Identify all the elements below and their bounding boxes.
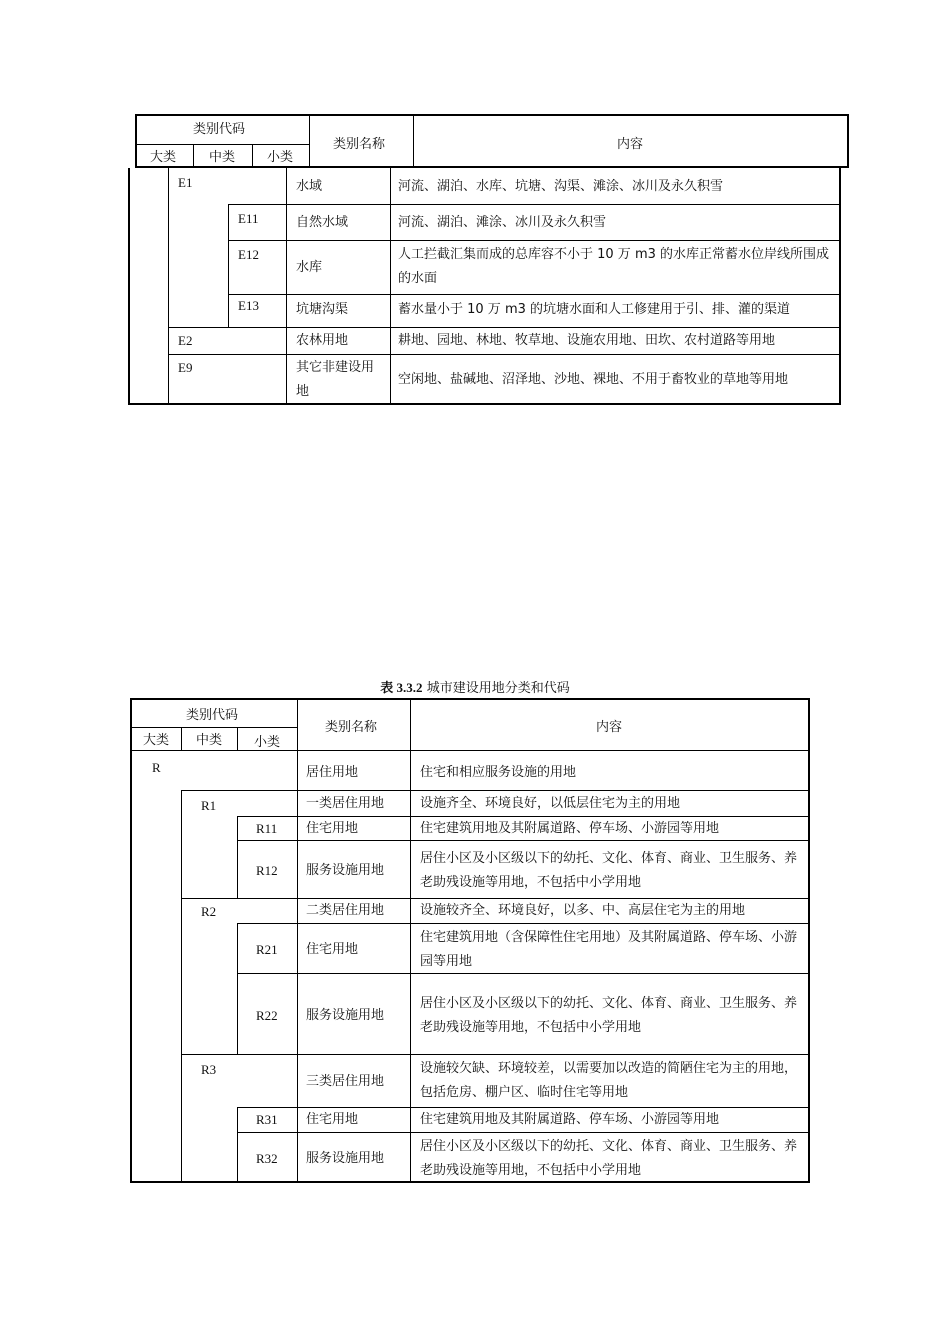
table-row-content: 住宅建筑用地及其附属道路、停车场、小游园等用地 — [420, 821, 720, 836]
table-row-name: 住宅用地 — [306, 942, 359, 957]
table-row-name: 住宅用地 — [306, 821, 359, 836]
table-row-content: 居住小区及小区级以下的幼托、文化、体育、商业、卫生服务、养老助残设施等用地，不包括中小学用地 — [420, 851, 798, 890]
table1-col-divider — [168, 168, 169, 404]
table-row-name: 服务设施用地 — [306, 1151, 385, 1166]
header-category-name: 类别名称 — [325, 720, 378, 735]
table-row-content: 空闲地、盐碱地、沼泽地、沙地、裸地、不用于畜牧业的草地等用地 — [398, 372, 789, 387]
table-row-content: 住宅建筑用地及其附属道路、停车场、小游园等用地 — [420, 1112, 720, 1127]
table2-col-divider — [237, 923, 238, 1054]
table-row-content: 人工拦截汇集而成的总库容不小于 10 万 m3 的水库正常蓄水位岸线所围成的水面 — [398, 247, 830, 286]
table-row-name: 二类居住用地 — [306, 903, 385, 918]
table-row-name: 水域 — [296, 179, 323, 194]
table2-header-divider — [181, 727, 182, 751]
table2-row-divider — [181, 1054, 809, 1055]
table-row-code: R2 — [201, 904, 217, 919]
header-medium: 中类 — [196, 733, 223, 748]
table1-row-divider — [168, 327, 840, 328]
table2-col-divider — [181, 790, 182, 1182]
table-row-code: R12 — [256, 863, 278, 878]
table2-caption — [0, 679, 950, 698]
table-row-code: R1 — [201, 798, 217, 813]
table-row-content: 河流、湖泊、滩涂、冰川及永久积雪 — [398, 215, 607, 230]
table-row-code: R3 — [201, 1062, 217, 1077]
table1-header-divider — [135, 144, 309, 145]
table2-col-divider — [237, 1107, 238, 1182]
table2-header-bottom — [130, 750, 809, 751]
table2-row-divider — [237, 923, 809, 924]
table-row-content: 设施较欠缺、环境较差，以需要加以改造的简陋住宅为主的用地，包括危房、棚户区、临时住宅等用地 — [420, 1061, 798, 1100]
header-major: 大类 — [150, 150, 177, 165]
header-major: 大类 — [143, 733, 170, 748]
table-row-content: 住宅建筑用地（含保障性住宅用地）及其附属道路、停车场、小游园等用地 — [420, 930, 798, 969]
table-row-name: 居住用地 — [306, 765, 359, 780]
table-row-content: 河流、湖泊、水库、坑塘、沟渠、滩涂、冰川及永久积雪 — [398, 179, 724, 194]
table-row-content: 居住小区及小区级以下的幼托、文化、体育、商业、卫生服务、养老助残设施等用地，不包括中小学用地 — [420, 1139, 798, 1178]
table2-caption-number: 表 3.3.2 — [380, 680, 423, 695]
header-content: 内容 — [596, 720, 623, 735]
table-row-name: 其它非建设用地 — [296, 360, 375, 399]
table-row-code: R11 — [256, 821, 278, 836]
table2-col-divider — [410, 698, 411, 1182]
table-row-content: 居住小区及小区级以下的幼托、文化、体育、商业、卫生服务、养老助残设施等用地，不包括中小学用地 — [420, 996, 798, 1035]
header-medium: 中类 — [209, 150, 236, 165]
table1-header-divider — [413, 114, 414, 168]
table-row-code: E2 — [178, 333, 193, 348]
header-category-code: 类别代码 — [186, 708, 239, 723]
table-row-code: E12 — [238, 247, 259, 262]
table-row-code: R — [152, 760, 161, 775]
table-row-name: 水库 — [296, 260, 323, 275]
table-row-name: 服务设施用地 — [306, 1008, 385, 1023]
table2-col-divider — [237, 816, 238, 898]
table1-header-divider — [193, 144, 194, 168]
table-row-name: 一类居住用地 — [306, 796, 385, 811]
table2-caption-title: 城市建设用地分类和代码 — [426, 681, 570, 696]
table-row-code: R21 — [256, 942, 278, 957]
table-row-name: 服务设施用地 — [306, 863, 385, 878]
table2-row-divider — [181, 790, 809, 791]
table-row-code: E11 — [238, 211, 259, 226]
table-row-code: E13 — [238, 298, 259, 313]
table1-header-divider — [252, 144, 253, 168]
table-row-name: 三类居住用地 — [306, 1074, 385, 1089]
header-minor: 小类 — [254, 735, 281, 750]
header-minor: 小类 — [267, 150, 294, 165]
header-category-name: 类别名称 — [333, 137, 386, 152]
table-row-code: R31 — [256, 1112, 278, 1127]
table-row-code: E9 — [178, 360, 193, 375]
table-row-name: 自然水域 — [296, 215, 349, 230]
table-row-content: 设施较齐全、环境良好，以多、中、高层住宅为主的用地 — [420, 903, 746, 918]
table-row-name: 农林用地 — [296, 333, 349, 348]
table1-header-divider — [309, 114, 310, 168]
table1-row-divider — [228, 240, 840, 241]
header-content: 内容 — [617, 137, 644, 152]
header-category-code: 类别代码 — [193, 122, 246, 137]
table-row-code: E1 — [178, 175, 193, 190]
table-row-content: 耕地、园地、林地、牧草地、设施农用地、田坎、农村道路等用地 — [398, 333, 776, 348]
table2-row-divider — [237, 1132, 809, 1133]
table-row-code: R22 — [256, 1008, 278, 1023]
table-row-code: R32 — [256, 1151, 278, 1166]
table1-col-divider — [228, 204, 229, 327]
table1-row-divider — [228, 204, 840, 205]
table1-row-divider — [168, 354, 840, 355]
table-row-content: 住宅和相应服务设施的用地 — [420, 765, 577, 780]
table1-row-divider — [228, 294, 840, 295]
table-row-name: 坑塘沟渠 — [296, 302, 349, 317]
table2-header-divider — [237, 727, 238, 751]
table-row-name: 住宅用地 — [306, 1112, 359, 1127]
table-row-content: 蓄水量小于 10 万 m3 的坑塘水面和人工修建用于引、排、灌的渠道 — [398, 302, 791, 317]
table-row-content: 设施齐全、环境良好，以低层住宅为主的用地 — [420, 796, 681, 811]
table2-col-divider — [297, 698, 298, 1182]
